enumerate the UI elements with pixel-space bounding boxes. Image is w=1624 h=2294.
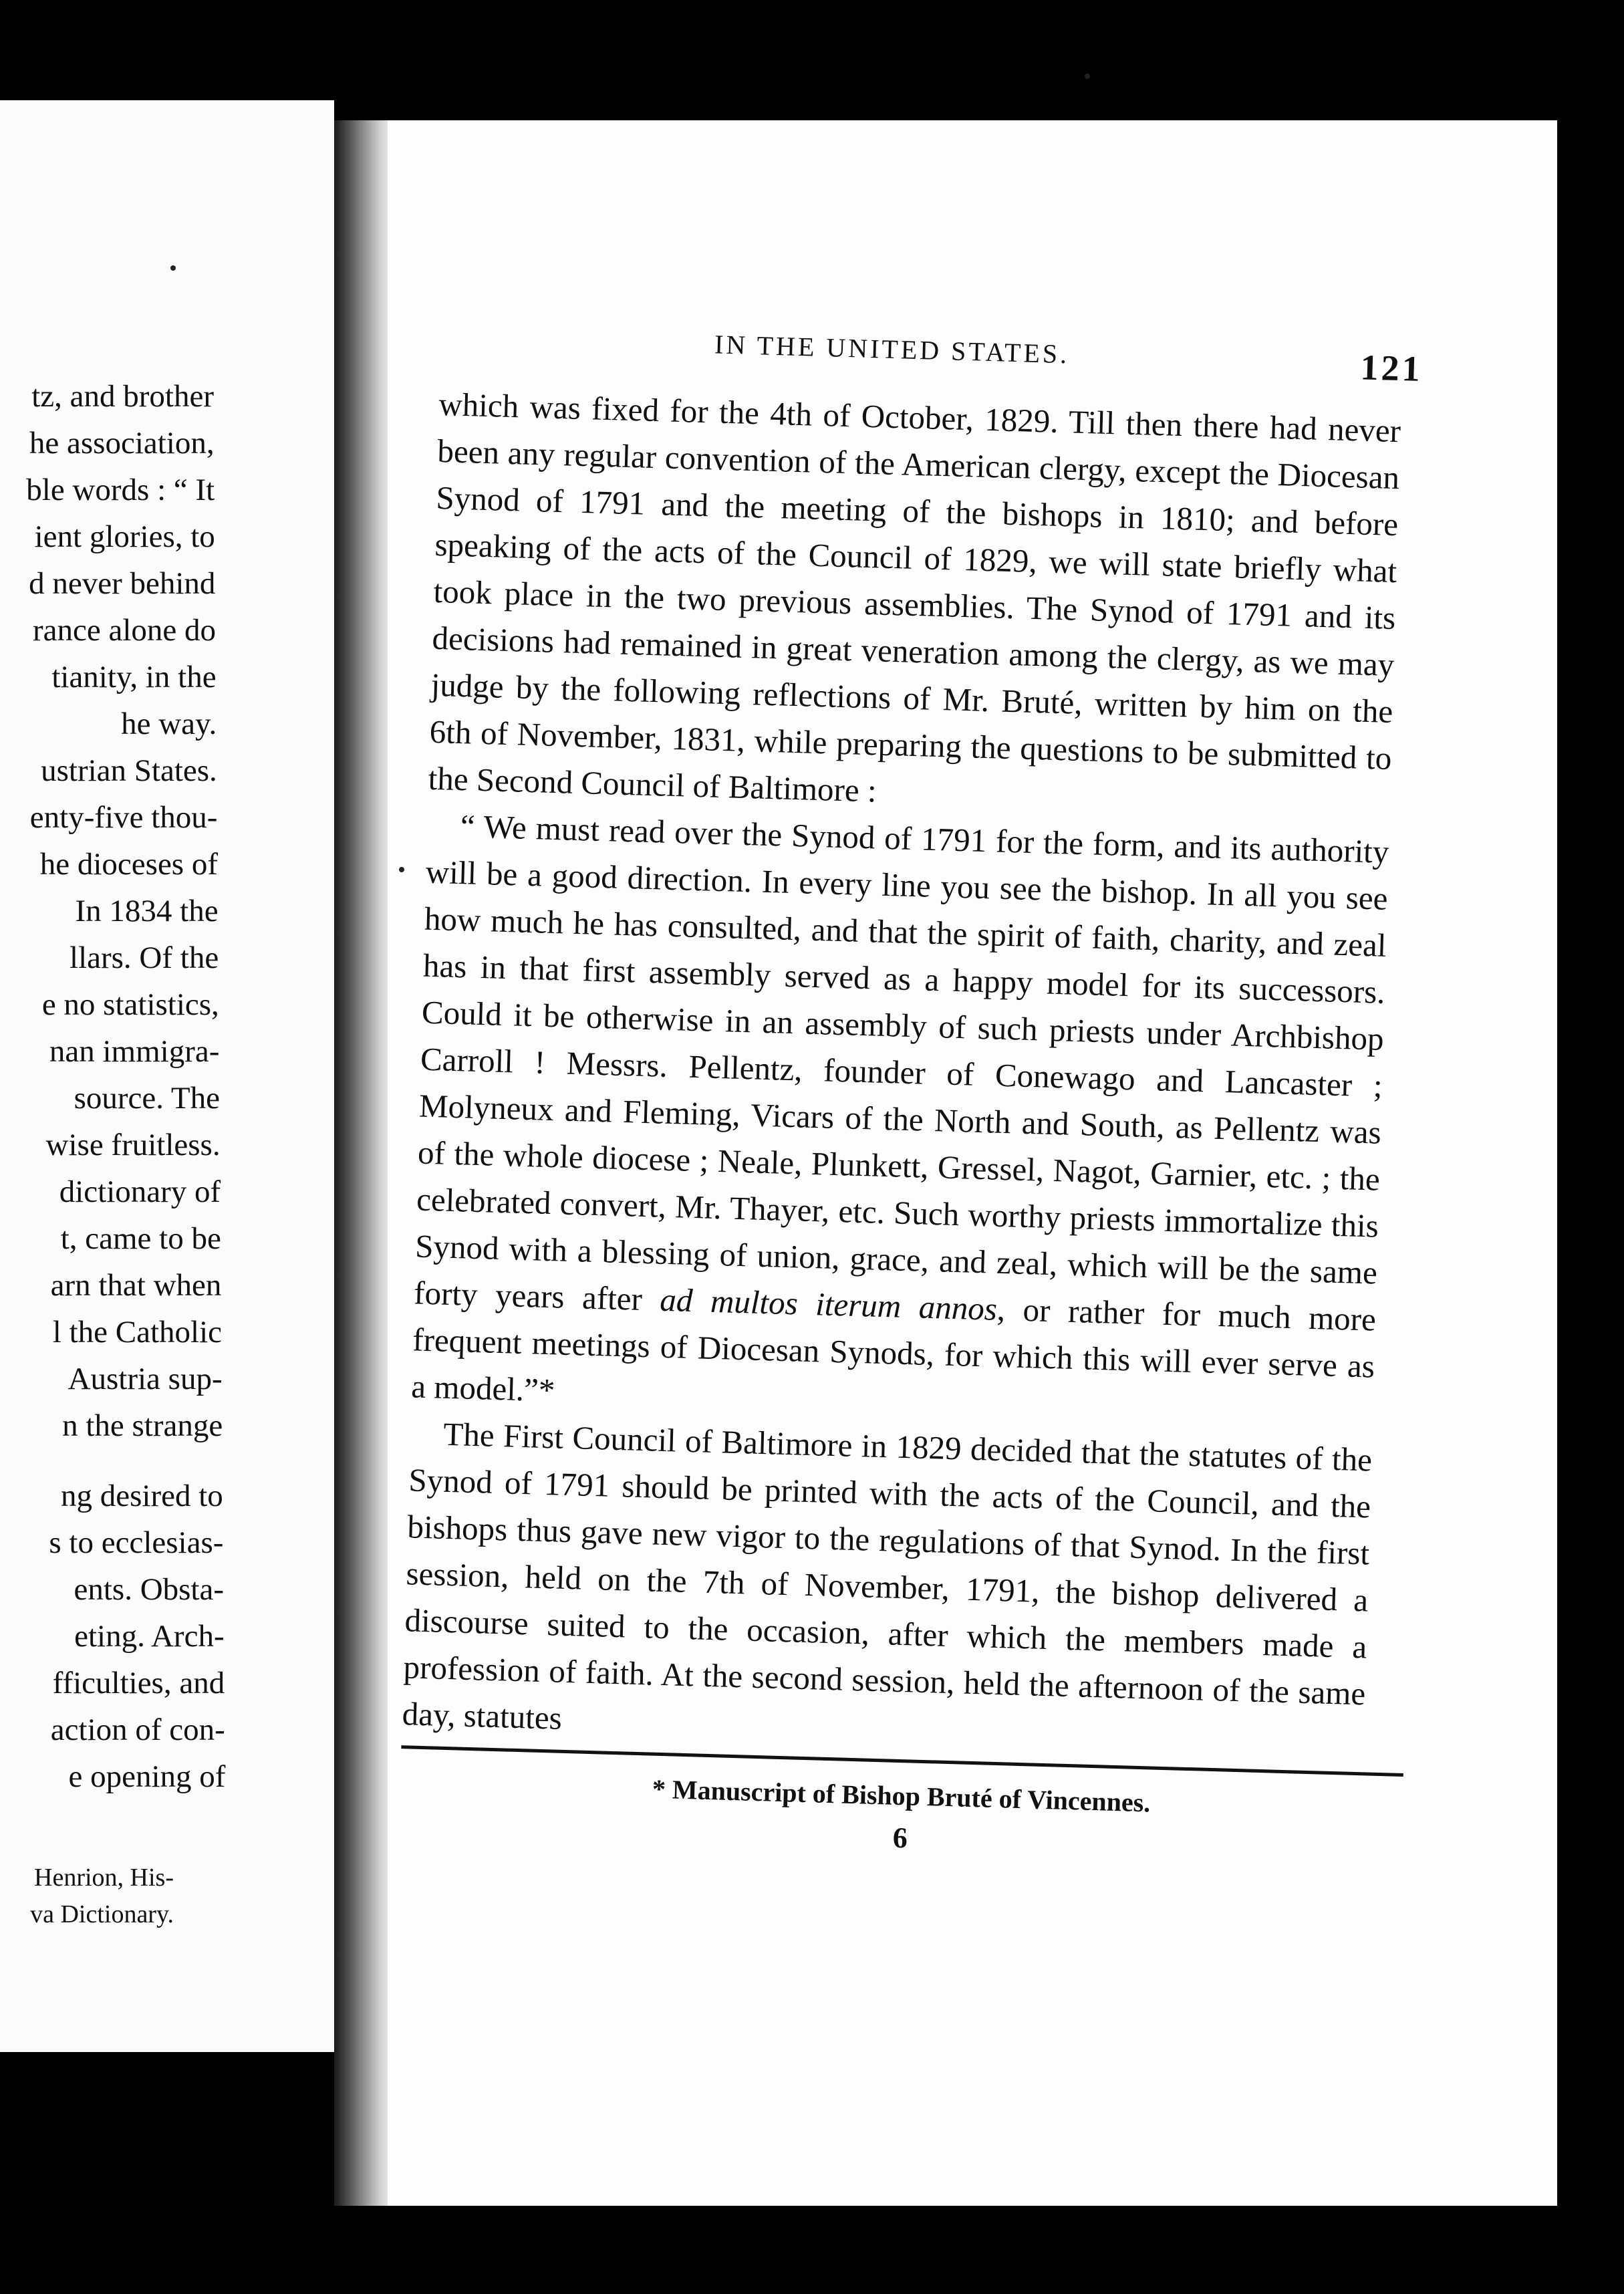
left-page-line: llars. Of the (70, 940, 219, 975)
left-page-line: he way. (121, 707, 217, 741)
left-page-line: ient glories, to (34, 519, 215, 554)
left-page-line: ents. Obsta- (74, 1572, 224, 1607)
left-page-line: wise fruitless. (45, 1128, 221, 1162)
latin-phrase: ad multos iterum annos (659, 1281, 998, 1327)
left-page-line: tianity, in the (51, 660, 217, 694)
left-page-line: arn that when (50, 1268, 222, 1303)
left-page-line: rance alone do (32, 613, 216, 648)
left-page-footnote-line: va Dictionary. (30, 1900, 174, 1928)
left-page-line: l the Catholic (52, 1315, 222, 1350)
body-text (402, 381, 1401, 1764)
left-page-line: e no statistics, (41, 987, 219, 1022)
paragraph-2-quotation: “ We must read over the Synod of 1791 for the form, and its authority will be a good direction. In every line you see the bishop. In all you see how much he has consulted, and that the spirit of faith, charity, and zeal has in that first assembly served as a happy model for its successors. Could it be otherwise in an assembly of such priests under Archbishop Carroll ! Messrs. Pellentz, founder of Conewago and Lancaster ; Molyneux and Fleming, Vicars of the North and South, as Pellentz was of the whole diocese ; Neale, Plunkett, Gressel, Nagot, Garnier, etc. ; the celebrated convert, Mr. Thayer, etc. Such worthy priests immortalize this Synod with a blessing of union, grace, and zeal, which will be the same forty years after ad multos iterum annos, or rather for much more frequent meetings of Diocesan Synods, for which this will ever serve as a model.”* (410, 807, 1390, 1409)
signature-mark: 6 (892, 1821, 908, 1855)
left-page-line: In 1834 the (75, 894, 219, 928)
paragraph-1: which was fixed for the 4th of October, 1829. Till then there had never been any regular convention of the American clergy, except the Diocesan Synod of 1791 and the meeting of the bishops in 1810; and before speaking of the acts of the Council of 1829, we will state briefly what took place in the two previous assemblies. The Synod of 1791 and its decisions had remained in great veneration among the clergy, as we may judge by the following reflections of Mr. Bruté, written by him on the 6th of November, 1831, while preparing the questions to be submitted to the Second Council of Baltimore : (428, 385, 1401, 809)
left-page-line: s to ecclesias- (49, 1525, 224, 1560)
left-page-line: nan immigra- (49, 1034, 220, 1069)
left-page-line: he association, (29, 426, 215, 461)
left-page-line: source. The (74, 1081, 220, 1116)
left-facing-page (0, 100, 334, 2052)
speck (399, 867, 404, 872)
left-page-line: eting. Arch- (74, 1619, 225, 1654)
left-page-line: dictionary of (59, 1174, 221, 1209)
left-page-line: d never behind (29, 566, 216, 601)
left-page-line: ble words : “ It (26, 473, 215, 507)
left-page-line: fficulties, and (52, 1666, 225, 1700)
footnote: * Manuscript of Bishop Bruté of Vincennes. (652, 1773, 1151, 1818)
right-page (388, 120, 1557, 2206)
paragraph-3: The First Council of Baltimore in 1829 decided that the statutes of the Synod of 1791 should be printed with the acts of the Council, and the bishops thus gave new vigor to the regulations of that Synod. In the first session, held on the 7th of November, 1791, the bishop delivered a discourse suited to the occasion, after which the members made a profession of faith. At the second session, held the afternoon of the same day, statutes (402, 1415, 1373, 1737)
left-page-line: e opening of (68, 1759, 226, 1794)
page-content (398, 321, 1424, 1868)
left-page-line: he dioceses of (39, 847, 218, 882)
left-page-footnote-line: Henrion, His- (34, 1864, 174, 1892)
left-page-line: tz, and brother (31, 379, 214, 414)
page-number: 121 (1359, 347, 1424, 390)
running-head-title: IN THE UNITED STATES. (714, 329, 1070, 370)
left-page-line: enty-five thou- (29, 800, 218, 835)
left-page-line: Austria sup- (67, 1362, 223, 1396)
speck (170, 265, 176, 271)
speck (1085, 74, 1090, 79)
left-page-line: ustrian States. (41, 753, 217, 788)
left-page-line: t, came to be (60, 1221, 221, 1256)
left-page-line: ng desired to (61, 1479, 223, 1513)
left-page-line: n the strange (62, 1408, 223, 1443)
book-gutter (334, 120, 394, 2206)
left-page-line: action of con- (50, 1712, 225, 1747)
